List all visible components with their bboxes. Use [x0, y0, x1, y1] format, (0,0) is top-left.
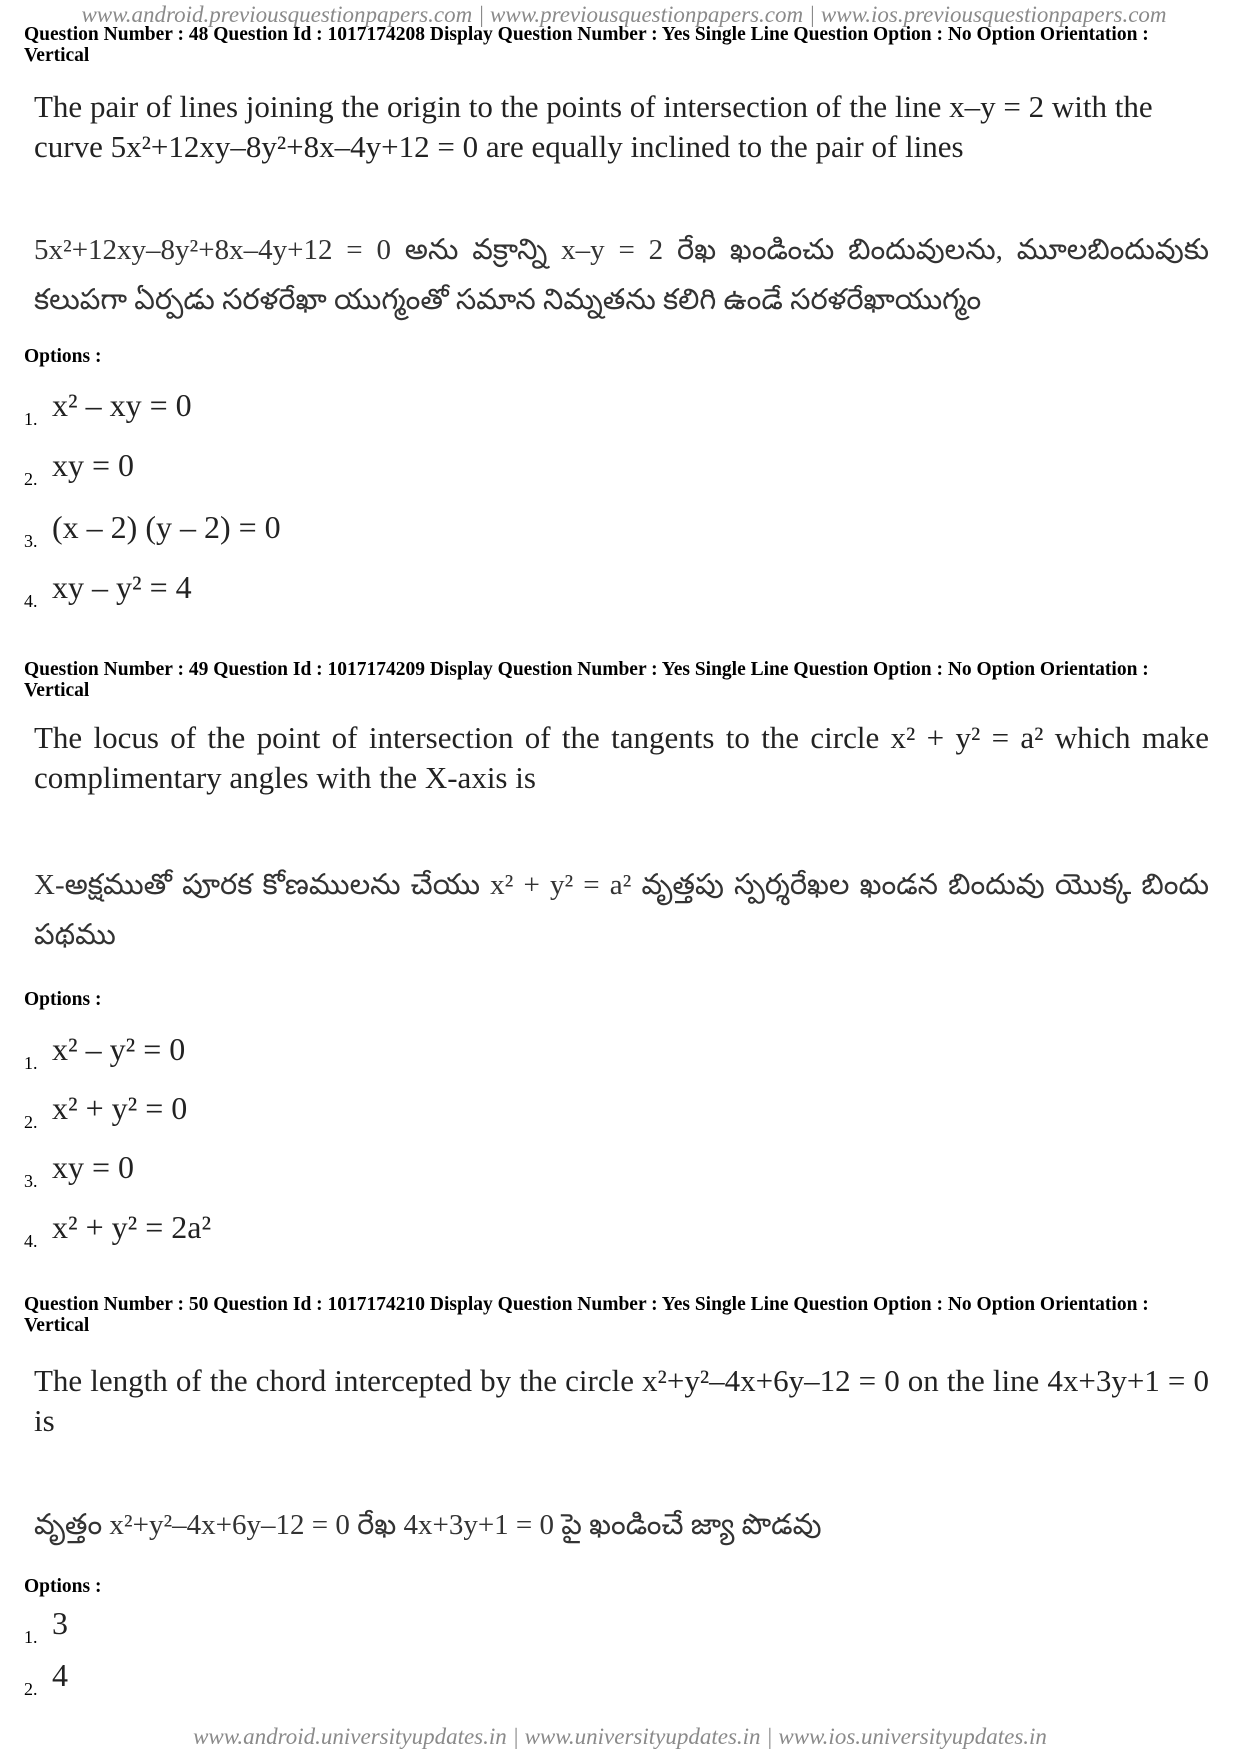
question-50-meta: Question Number : 50 Question Id : 1017174210 Display Question Number : Yes Single Line Question Option : No Option Orientation : Vertical: [24, 1294, 1149, 1336]
option-number: 2.: [24, 1679, 38, 1699]
question-49-option-2[interactable]: [24, 1073, 524, 1133]
option-number: 1.: [24, 1627, 38, 1647]
question-48-option-4[interactable]: [24, 552, 524, 612]
option-number: 2.: [24, 1112, 38, 1132]
option-text: x² – xy = 0: [52, 387, 192, 423]
option-text: x² + y² = 2a²: [52, 1209, 212, 1245]
question-50-telugu: వృత్తం x²+y²–4x+6y–12 = 0 రేఖ 4x+3y+1 = 0 పై ఖండించే జ్యా పొడవు: [34, 1509, 822, 1541]
option-text: (x – 2) (y – 2) = 0: [52, 509, 281, 545]
question-49-english: The locus of the point of intersection of the tangents to the circle x² + y² = a² which make complimentary angles with the X-axis is: [34, 720, 1209, 795]
question-49-meta: Question Number : 49 Question Id : 1017174209 Display Question Number : Yes Single Line Question Option : No Option Orientation : Vertical: [24, 659, 1149, 701]
top-watermark: www.android.previousquestionpapers.com | www.previousquestionpapers.com | www.ios.previousquestionpapers.com: [81, 2, 1167, 27]
option-text: 3: [52, 1605, 68, 1641]
option-text: xy – y² = 4: [52, 569, 192, 605]
option-text: xy = 0: [52, 1149, 135, 1185]
question-48-options-label: Options :: [24, 346, 102, 367]
option-text: 4: [52, 1657, 68, 1693]
question-48-english: The pair of lines joining the origin to the points of intersection of the line x–y = 2 with the curve 5x²+12xy–8y²+8x–4y+12 = 0 are equally inclined to the pair of lines: [34, 89, 1153, 164]
question-48-option-2[interactable]: [24, 430, 524, 490]
option-number: 3.: [24, 1171, 38, 1191]
question-49-telugu: X-అక్షముతో పూరక కోణములను చేయు x² + y² = a² వృత్తపు స్పర్శరేఖల ఖండన బిందువు యొక్క బిందు పథము: [34, 869, 1209, 951]
option-text: x² + y² = 0: [52, 1090, 188, 1126]
question-49-option-3[interactable]: [24, 1132, 524, 1192]
question-50-option-1[interactable]: [24, 1588, 524, 1648]
option-number: 4.: [24, 1231, 38, 1251]
option-number: 3.: [24, 531, 38, 551]
question-49-option-1[interactable]: [24, 1014, 524, 1074]
question-49-option-4[interactable]: [24, 1192, 524, 1252]
option-number: 2.: [24, 469, 38, 489]
bottom-watermark: www.android.universityupdates.in | www.universityupdates.in | www.ios.universityupdates.in: [193, 1724, 1047, 1749]
option-number: 4.: [24, 591, 38, 611]
question-48-meta: Question Number : 48 Question Id : 1017174208 Display Question Number : Yes Single Line Question Option : No Option Orientation : Vertical: [24, 24, 1149, 66]
question-48-option-3[interactable]: [24, 492, 524, 552]
option-number: 1.: [24, 1053, 38, 1073]
question-50-option-2[interactable]: [24, 1640, 524, 1700]
question-48-telugu: 5x²+12xy–8y²+8x–4y+12 = 0 అను వక్రాన్ని x–y = 2 రేఖ ఖండించు బిందువులను, మూలబిందువుకు కలుపగా ఏర్పడు సరళరేఖా యుగ్మంతో సమాన నిమ్నతను కలిగి ఉండే సరళరేఖాయుగ్మం: [34, 234, 1209, 316]
question-50-english: The length of the chord intercepted by the circle x²+y²–4x+6y–12 = 0 on the line 4x+3y+1 = 0 is: [34, 1363, 1209, 1438]
option-number: 1.: [24, 409, 38, 429]
option-text: xy = 0: [52, 447, 135, 483]
question-50-options-label: Options :: [24, 1576, 102, 1597]
option-text: x² – y² = 0: [52, 1031, 186, 1067]
question-49-options-label: Options :: [24, 989, 102, 1010]
question-48-option-1[interactable]: [24, 370, 524, 430]
